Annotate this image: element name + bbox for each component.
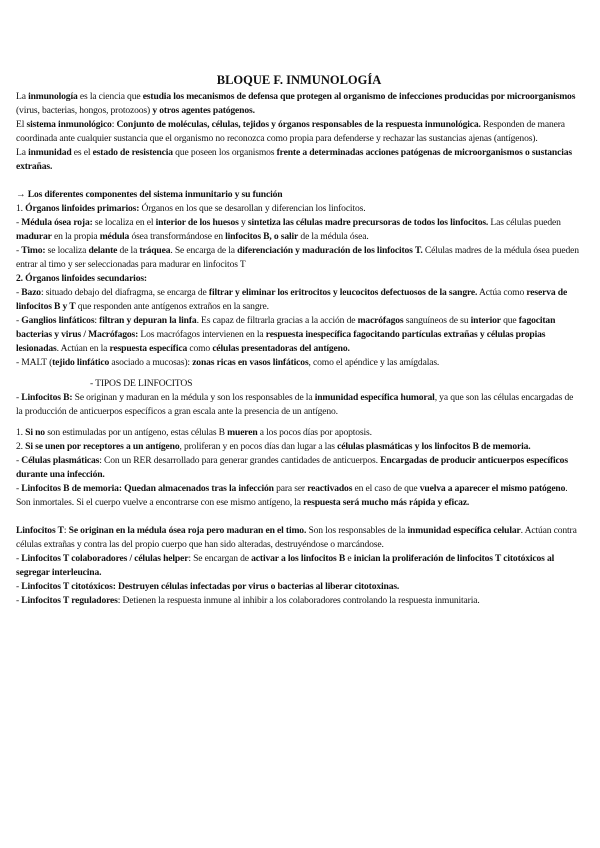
- paragraph: - Linfocitos T colaboradores / células helper: Se encargan de activar a los linfocitos B e inician la proliferación de linfocitos T citotóxicos al segregar interleucina.: [16, 553, 555, 578]
- paragraph: 2. Órganos linfoides secundarios:: [16, 273, 147, 284]
- types-heading: - TIPOS DE LINFOCITOS: [90, 378, 193, 389]
- paragraph: 1. Órganos linfoides primarios: Órganos en los que se desarollan y diferencian los linfocitos.: [16, 203, 366, 214]
- paragraph: El sistema inmunológico: Conjunto de moléculas, células, tejidos y órganos responsables de la respuesta inmunológica. Responden de manera coordinada ante cualquier sustancia que el organismo no reconozca como propia para defenderse y rechazar las sustancias ajenas (antígenos).: [16, 119, 565, 144]
- paragraph: - MALT (tejido linfático asociado a mucosas): zonas ricas en vasos linfáticos, como el apéndice y las amígdalas.: [16, 357, 440, 368]
- section-heading: → Los diferentes componentes del sistema inmunitario y su función: [16, 189, 283, 200]
- paragraph: - Timo: se localiza delante de la tráquea. Se encarga de la diferenciación y maduración de los linfocitos T. Células madres de la médula ósea pueden entrar al timo y ser seleccionadas para madurar en linfocitos T: [16, 245, 579, 270]
- document-page: [16, 72, 582, 608]
- lymphocytes-t-section: [16, 524, 582, 608]
- paragraph: La inmunología es la ciencia que estudia los mecanismos de defensa que protegen al organismo de infecciones producidas por microorganismos (virus, bacterias, hongos, protozoos) y otros agentes patógenos.: [16, 91, 576, 116]
- intro-section: [16, 90, 582, 174]
- paragraph: - Linfocitos B: Se originan y maduran en la médula y son los responsables de la inmunidad específica humoral, ya que son las células encargadas de la producción de anticuerpos específicos a gran escala ante la presencia de un antígeno.: [16, 392, 574, 417]
- paragraph: Linfocitos T: Se originan en la médula ósea roja pero maduran en el timo. Son los responsables de la inmunidad específica celular. Actúan contra células extrañas y contra las del propio cuerpo que han sido alteradas, destruyéndose o marcándose.: [16, 525, 577, 550]
- components-section: [16, 188, 582, 370]
- paragraph: - Linfocitos T reguladores: Detienen la respuesta inmune al inhibir a los colaboradores controlando la respuesta inmunitaria.: [16, 595, 480, 606]
- paragraph: - Células plasmáticas: Con un RER desarrollado para generar grandes cantidades de anticuerpos. Encargadas de producir anticuerpos específicos durante una infección.: [16, 455, 568, 480]
- paragraph: - Linfocitos B de memoria: Quedan almacenados tras la infección para ser reactivados en el caso de que vuelva a aparecer el mismo patógeno. Son inmortales. Si el cuerpo vuelve a encontrarse con ese mismo antígeno, la respuesta será mucho más rápida y eficaz.: [16, 483, 568, 508]
- paragraph: - Linfocitos T citotóxicos: Destruyen células infectadas por virus o bacterias al liberar citotoxinas.: [16, 581, 400, 592]
- lymphocytes-b-section: [16, 426, 582, 510]
- list-item: 1. Si no son estimuladas por un antígeno, estas células B mueren a los pocos días por apoptosis.: [16, 427, 372, 438]
- paragraph: La inmunidad es el estado de resistencia que poseen los organismos frente a determinadas acciones patógenas de microorganismos o sustancias extrañas.: [16, 147, 572, 172]
- paragraph: - Bazo: situado debajo del diafragma, se encarga de filtrar y eliminar los eritrocitos y leucocitos defectuosos de la sangre. Actúa como reserva de linfocitos B y T que responden ante antígenos extraños en la sangre.: [16, 287, 568, 312]
- list-item: 2. Si se unen por receptores a un antígeno, proliferan y en pocos días dan lugar a las células plasmáticas y los linfocitos B de memoria.: [16, 441, 531, 452]
- paragraph: - Ganglios linfáticos: filtran y depuran la linfa. Es capaz de filtrarla gracias a la acción de macrófagos sanguíneos de su interior que fagocitan bacterias y virus / Macrófagos: Los macrófagos intervienen en la respuesta inespecífica fagocitando partículas extrañas y células propias lesionadas. Actúan en la respuesta específica como células presentadoras del antígeno.: [16, 315, 556, 354]
- document-title: BLOQUE F. INMUNOLOGÍA: [216, 73, 382, 87]
- paragraph: - Médula ósea roja: se localiza en el interior de los huesos y sintetiza las células madre precursoras de todos los linfocitos. Las células pueden madurar en la propia médula ósea transformándose en linfocitos B, o salir de la médula ósea.: [16, 217, 561, 242]
